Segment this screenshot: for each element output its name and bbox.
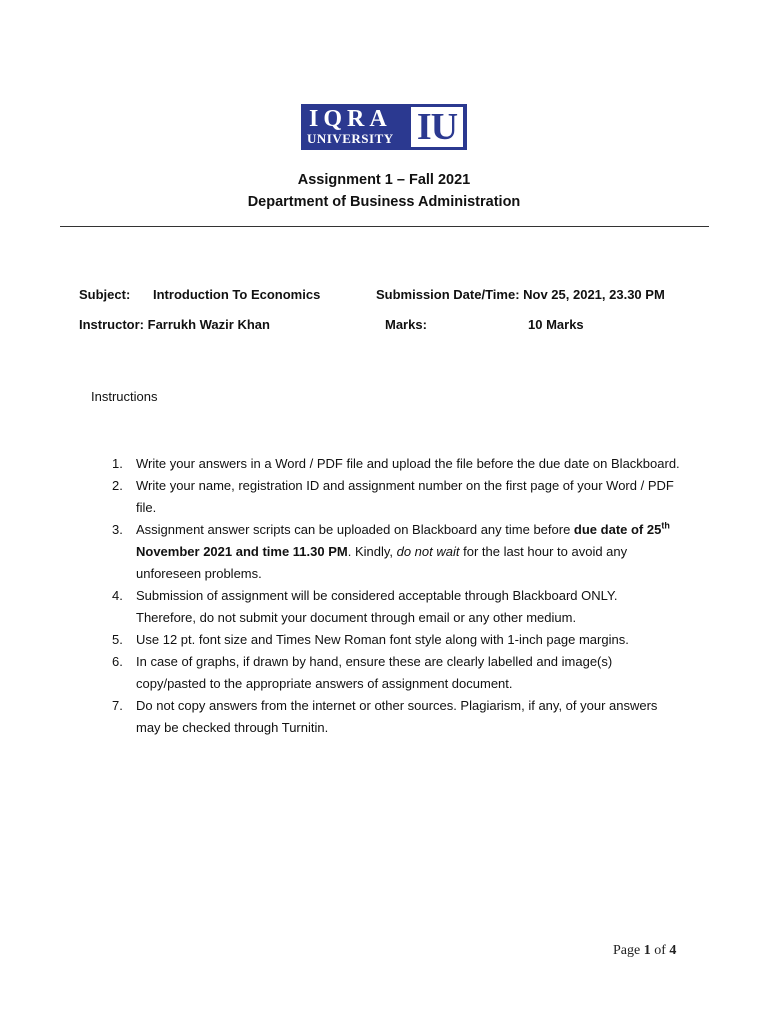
submission-label: Submission Date/Time <box>376 287 516 302</box>
list-item <box>110 651 680 695</box>
list-item <box>110 629 680 651</box>
list-item-text: Do not copy answers from the internet or other sources. Plagiarism, if any, of your answers may be checked through Turnitin. <box>136 698 658 735</box>
list-item-text: Write your answers in a Word / PDF file and upload the file before the due date on Blackboard. <box>136 456 680 471</box>
subject-label: Subject: <box>79 287 131 302</box>
subject-value: Introduction To Economics <box>153 287 321 302</box>
logo-monogram-text: IU <box>416 106 458 148</box>
total-pages: 4 <box>669 943 677 958</box>
due-date-part-a: due date of 25 <box>573 522 662 537</box>
list-item-text-mid: . Kindly, <box>347 544 397 559</box>
instructor-line <box>79 316 270 334</box>
list-item-text: Write your name, registration ID and assignment number on the first page of your Word / PDF file. <box>136 478 674 515</box>
list-item <box>110 453 680 475</box>
list-item-text-suffix: for the last hour to avoid any unforeseen problems. <box>136 544 628 581</box>
list-item-number: 1. <box>112 456 123 471</box>
do-not-wait-emphasis: do not wait <box>396 544 460 559</box>
university-logo <box>301 104 467 150</box>
instructor-label: Instructor: <box>79 317 144 332</box>
list-item-text: In case of graphs, if drawn by hand, ensure these are clearly labelled and image(s) copy/pasted to the appropriate answers of assignment document. <box>136 654 613 691</box>
page-number <box>613 943 676 959</box>
due-date-part-b: November 2021 and time 11.30 PM <box>136 544 348 559</box>
instructor-value: Farrukh Wazir Khan <box>147 317 270 332</box>
list-item <box>110 519 680 585</box>
marks-value: 10 Marks <box>528 317 584 332</box>
department-title: Department of Business Administration <box>247 194 521 210</box>
instructions-list <box>110 453 680 739</box>
list-item <box>110 695 680 739</box>
list-item-number: 7. <box>112 698 123 713</box>
logo-text-university: UNIVERSITY <box>307 131 394 146</box>
logo-text-iqra: IQRA <box>309 106 392 132</box>
header-divider <box>60 226 709 227</box>
list-item <box>110 475 680 519</box>
marks-label: Marks: <box>385 317 427 332</box>
list-item-text: Submission of assignment will be considered acceptable through Blackboard ONLY. Therefore, do not submit your document through email or any other medium. <box>136 588 618 625</box>
list-item <box>110 585 680 629</box>
assignment-title: Assignment 1 – Fall 2021 <box>297 172 471 188</box>
page-word: Page <box>613 943 644 958</box>
due-date-superscript: th <box>661 520 670 531</box>
list-item-number: 3. <box>112 522 123 537</box>
of-word: of <box>650 943 670 958</box>
list-item-text-prefix: Assignment answer scripts can be uploaded on Blackboard any time before <box>136 522 574 537</box>
current-page: 1 <box>643 943 651 958</box>
list-item-number: 4. <box>112 588 123 603</box>
list-item-number: 2. <box>112 478 123 493</box>
list-item-number: 5. <box>112 632 123 647</box>
logo-monogram <box>411 107 463 147</box>
list-item-number: 6. <box>112 654 123 669</box>
instructions-heading: Instructions <box>91 389 158 404</box>
submission-datetime <box>376 286 665 304</box>
list-item-text: Use 12 pt. font size and Times New Roman font style along with 1-inch page margins. <box>136 632 629 647</box>
submission-value: : Nov 25, 2021, 23.30 PM <box>515 287 665 302</box>
